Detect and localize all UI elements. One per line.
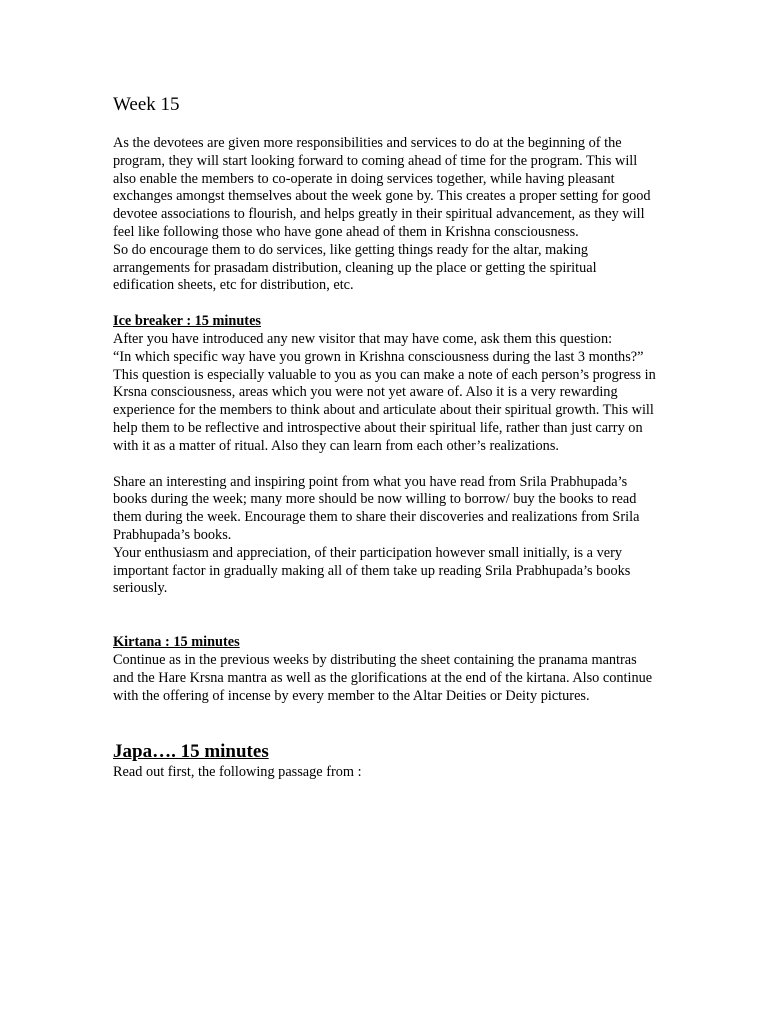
document-page (113, 94, 658, 782)
ice-breaker-heading: Ice breaker : 15 minutes (113, 313, 261, 330)
ice-breaker-paragraph-3: Share an interesting and inspiring point from what you have read from Srila Prabhupada’s books during the week; many more should be now willing to borrow/ buy the books to read them during the week. Encourage them to share their discoveries and realizations from Srila Prabhupada’s books. (113, 473, 640, 543)
spacer (113, 456, 658, 474)
ice-breaker-paragraph-2: This question is especially valuable to you as you can make a note of each person’s progress in Krsna consciousness, areas which you were not yet aware of. Also it is a very rewarding experience for the members to think about and articulate about their spiritual growth. This will help them to be reflective and introspective about their spiritual life, rather than just carry on with it as a matter of ritual. Also they can learn from each other’s realizations. (113, 366, 656, 454)
ice-breaker-question: “In which specific way have you grown in Krishna consciousness during the last 3 months?” (113, 348, 644, 365)
spacer (113, 295, 658, 313)
japa-heading: Japa…. 15 minutes (113, 741, 269, 763)
spacer (113, 598, 658, 634)
kirtana-heading: Kirtana : 15 minutes (113, 634, 240, 651)
page-title: Week 15 (113, 94, 180, 115)
intro-paragraph-2: So do encourage them to do services, like getting things ready for the altar, making arrangements for prasadam distribution, cleaning up the place or getting the spiritual edification sheets, etc for distribution, etc. (113, 241, 597, 294)
spacer (113, 705, 658, 741)
kirtana-paragraph-1: Continue as in the previous weeks by distributing the sheet containing the pranama mantras and the Hare Krsna mantra as well as the glorifications at the end of the kirtana. Also continue with the offering of incense by every member to the Altar Deities or Deity pictures. (113, 651, 653, 704)
japa-paragraph-1: Read out first, the following passage from : (113, 764, 362, 781)
intro-paragraph-1: As the devotees are given more responsibilities and services to do at the beginning of the program, they will start looking forward to coming ahead of time for the program. This will also enable the members to co-operate in doing services together, while having pleasant exchanges amongst themselves about the week gone by. This creates a proper setting for good devotee associations to flourish, and helps greatly in their spiritual advancement, as they will feel like following those who have gone ahead of them in Krishna consciousness. (113, 135, 651, 240)
ice-breaker-paragraph-1: After you have introduced any new visitor that may have come, ask them this question: (113, 330, 613, 347)
ice-breaker-paragraph-4: Your enthusiasm and appreciation, of their participation however small initially, is a very important factor in gradually making all of them take up reading Srila Prabhupada’s books seriously. (113, 544, 631, 597)
